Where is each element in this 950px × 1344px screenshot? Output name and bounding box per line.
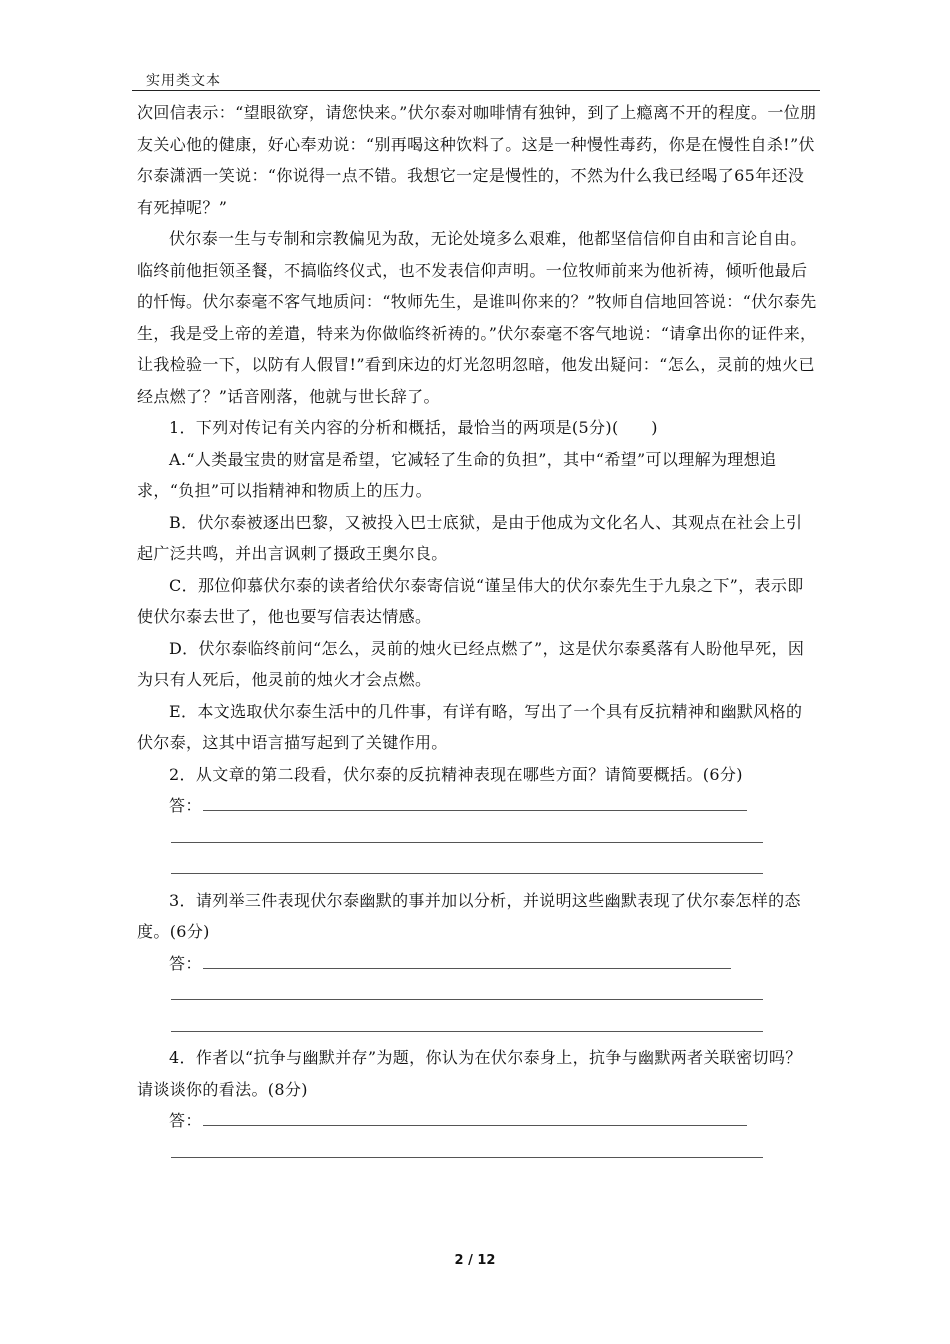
answer-line[interactable]: [137, 1011, 817, 1043]
answer-rule: [203, 968, 731, 969]
answer-label: 答：: [169, 1111, 202, 1130]
answer-rule: [171, 873, 763, 874]
answer-rule: [203, 810, 747, 811]
question-2-stem: 2．从文章的第二段看，伏尔泰的反抗精神表现在哪些方面？请简要概括。(6分): [169, 764, 743, 784]
answer-rule: [203, 1125, 747, 1126]
page-header: [132, 70, 820, 91]
answer-line[interactable]: [137, 948, 817, 980]
answer-rule: [171, 1031, 763, 1032]
question-3-stem: 3．请列举三件表现伏尔泰幽默的事并加以分析，并说明这些幽默表现了伏尔泰怎样的态度。(6分): [137, 890, 801, 941]
paragraph: 伏尔泰一生与专制和宗教偏见为敌，无论处境多么艰难，他都坚信信仰自由和言论自由。临终前他拒领圣餐，不搞临终仪式，也不发表信仰声明。一位牧师前来为他祈祷，倾听他最后的忏悔。伏尔泰毫不客气地质问：“牧师先生，是谁叫你来的？”牧师自信地回答说：“伏尔泰先生，我是受上帝的差遣，特来为你做临终祈祷的。”伏尔泰毫不客气地说：“请拿出你的证件来，让我检验一下，以防有人假冒!”看到床边的灯光忽明忽暗，他发出疑问：“怎么，灵前的烛火已经点燃了？”话音刚落，他就与世长辞了。: [137, 229, 817, 406]
header-title: 实用类文本: [146, 73, 221, 89]
document-body: [137, 97, 817, 1168]
page-number: 2 / 12: [454, 1253, 496, 1268]
paragraph: 次回信表示：“望眼欲穿，请您快来。”伏尔泰对咖啡情有独钟，到了上瘾离不开的程度。一位朋友关心他的健康，好心奉劝说：“别再喝这种饮料了。这是一种慢性毒药，你是在慢性自杀!”伏尔泰潇洒一笑说：“你说得一点不错。我想它一定是慢性的，不然为什么我已经喝了65年还没有死掉呢？”: [137, 103, 817, 217]
answer-line[interactable]: [137, 1105, 817, 1137]
answer-rule: [171, 842, 763, 843]
answer-rule: [171, 1157, 763, 1158]
answer-line[interactable]: [137, 822, 817, 854]
option-c: C．那位仰慕伏尔泰的读者给伏尔泰寄信说“谨呈伟大的伏尔泰先生于九泉之下”，表示即使伏尔泰去世了，他也要写信表达情感。: [137, 575, 804, 626]
answer-line[interactable]: [137, 853, 817, 885]
answer-line[interactable]: [137, 1137, 817, 1169]
question-1-stem: 1．下列对传记有关内容的分析和概括，最恰当的两项是(5分)( ): [169, 418, 658, 437]
option-b: B．伏尔泰被逐出巴黎，又被投入巴士底狱，是由于他成为文化名人、其观点在社会上引起广泛共鸣，并出言讽刺了摄政王奥尔良。: [137, 512, 803, 563]
answer-rule: [171, 999, 763, 1000]
option-e: E．本文选取伏尔泰生活中的几件事，有详有略，写出了一个具有反抗精神和幽默风格的伏尔泰，这其中语言描写起到了关键作用。: [137, 701, 803, 752]
answer-label: 答：: [169, 796, 202, 815]
option-d: D．伏尔泰临终前问“怎么，灵前的烛火已经点燃了”，这是伏尔泰奚落有人盼他早死，因为只有人死后，他灵前的烛火才会点燃。: [137, 638, 805, 689]
answer-line[interactable]: [137, 979, 817, 1011]
answer-line[interactable]: [137, 790, 817, 822]
answer-label: 答：: [169, 953, 202, 973]
question-4-stem: 4．作者以“抗争与幽默并存”为题，你认为在伏尔泰身上，抗争与幽默两者关联密切吗？请谈谈你的看法。(8分): [137, 1048, 802, 1099]
option-a: A.“人类最宝贵的财富是希望，它减轻了生命的负担”，其中“希望”可以理解为理想追求，“负担”可以指精神和物质上的压力。: [137, 449, 777, 500]
